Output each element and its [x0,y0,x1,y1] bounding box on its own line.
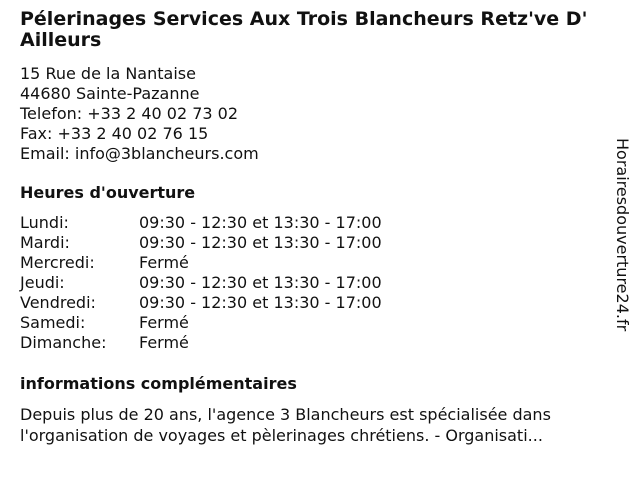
day-label: Lundi: [20,213,69,232]
contact-block [20,64,259,164]
hours-value: 09:30 - 12:30 et 13:30 - 17:00 [139,293,382,312]
hours-heading: Heures d'ouverture [20,183,196,202]
day-label: Samedi: [20,313,86,332]
day-label: Jeudi: [20,273,65,292]
hours-value: 09:30 - 12:30 et 13:30 - 17:00 [139,213,382,232]
fax-number: Fax: +33 2 40 02 76 15 [20,124,209,143]
day-label: Dimanche: [20,333,107,352]
hours-value: Fermé [139,253,189,272]
site-brand-watermark[interactable]: Horairesdouverture24.fr [613,138,632,332]
day-label: Mardi: [20,233,70,252]
hours-value: Fermé [139,313,189,332]
address-street: 15 Rue de la Nantaise [20,64,196,83]
hours-value: Fermé [139,333,189,352]
business-name: Pélerinages Services Aux Trois Blancheurs Retz've D' Ailleurs [20,8,588,51]
phone-number[interactable]: Telefon: +33 2 40 02 73 02 [20,104,239,123]
email-address[interactable]: Email: info@3blancheurs.com [20,144,259,163]
business-description: Depuis plus de 20 ans, l'agence 3 Blancheurs est spécialisée dans l'organisation de voyages et pèlerinages chrétiens. - Organisati... [20,405,551,445]
hours-value: 09:30 - 12:30 et 13:30 - 17:00 [139,233,382,252]
info-heading: informations complémentaires [20,374,297,393]
day-label: Mercredi: [20,253,95,272]
day-label: Vendredi: [20,293,96,312]
hours-value: 09:30 - 12:30 et 13:30 - 17:00 [139,273,382,292]
address-city: 44680 Sainte-Pazanne [20,84,200,103]
